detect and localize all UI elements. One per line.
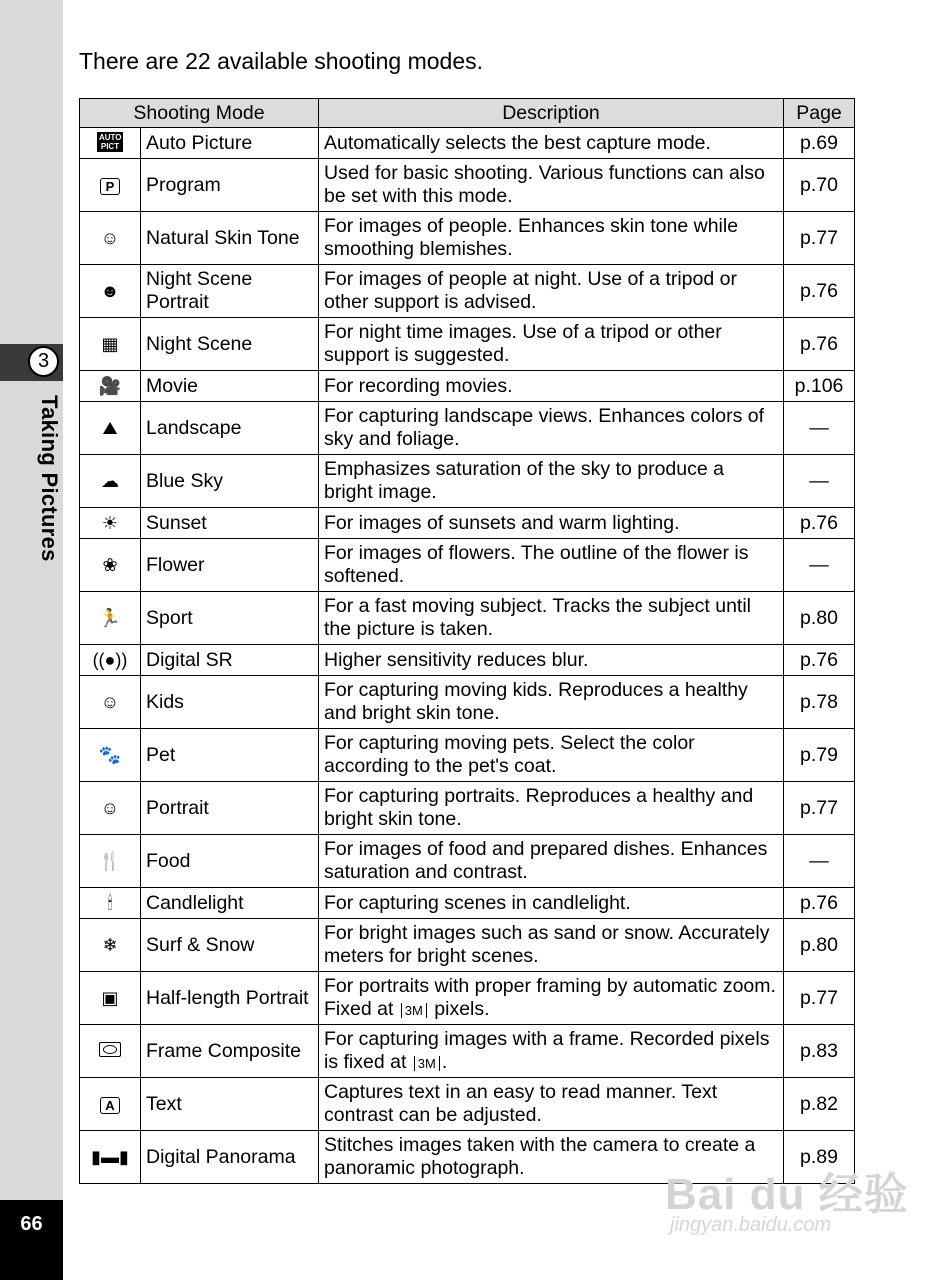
table-header-row [80,99,855,128]
pet-icon: 🐾 [98,744,122,765]
mode-description: Automatically selects the best capture mode. [319,128,784,159]
mode-page-ref: p.89 [784,1131,855,1184]
mode-icon-cell [80,159,141,212]
table-row [80,455,855,508]
mode-icon-cell [80,592,141,645]
mode-page-ref: p.106 [784,371,855,402]
mode-description: For images of flowers. The outline of the flower is softened. [319,539,784,592]
mode-page-ref: p.76 [784,318,855,371]
header-description: Description [319,99,784,128]
mode-icon-cell [80,128,141,159]
mode-description: Higher sensitivity reduces blur. [319,645,784,676]
mode-icon-cell [80,402,141,455]
mode-description: Stitches images taken with the camera to create a panoramic photograph. [319,1131,784,1184]
table-row [80,1078,855,1131]
mode-description: Captures text in an easy to read manner. Text contrast can be adjusted. [319,1078,784,1131]
table-row [80,539,855,592]
text-icon: A [100,1097,120,1114]
mode-description: Emphasizes saturation of the sky to produce a bright image. [319,455,784,508]
mode-page-ref: p.77 [784,972,855,1025]
mode-description: For images of sunsets and warm lighting. [319,508,784,539]
mode-page-ref: p.70 [784,159,855,212]
table-row [80,888,855,919]
description-text: For portraits with proper framing by automatic zoom. Fixed at [324,975,776,1020]
mode-description: For capturing portraits. Reproduces a healthy and bright skin tone. [319,782,784,835]
mode-name: Natural Skin Tone [141,212,319,265]
mode-description: For capturing landscape views. Enhances colors of sky and foliage. [319,402,784,455]
food-icon: 🍴 [98,850,122,871]
shooting-modes-table [79,98,855,1184]
mode-name: Landscape [141,402,319,455]
pixel-size-badge: 3M [401,1003,427,1018]
chapter-number: 3 [28,346,59,377]
chapter-title: Taking Pictures [37,395,62,562]
mode-icon-cell [80,729,141,782]
watermark-logo: Bai du 经验 [665,1170,909,1219]
mode-description: For night time images. Use of a tripod or other support is suggested. [319,318,784,371]
mode-name: Sport [141,592,319,645]
mode-page-ref: — [784,402,855,455]
mode-page-ref: p.79 [784,729,855,782]
mode-icon-cell [80,371,141,402]
mode-icon-cell [80,212,141,265]
mode-icon-cell [80,265,141,318]
mode-page-ref: — [784,455,855,508]
mode-page-ref: p.82 [784,1078,855,1131]
mode-name: Blue Sky [141,455,319,508]
candlelight-icon: 🕯 [107,892,113,913]
mode-name: Surf & Snow [141,919,319,972]
mode-description: For images of food and prepared dishes. Enhances saturation and contrast. [319,835,784,888]
natural-skin-tone-icon: ☺ [100,227,120,248]
table-row [80,645,855,676]
flower-icon: ❀ [102,554,118,575]
table-row [80,508,855,539]
header-page: Page [784,99,855,128]
mode-name: Pet [141,729,319,782]
mode-name: Digital SR [141,645,319,676]
mode-icon-cell [80,1025,141,1078]
mode-name: Digital Panorama [141,1131,319,1184]
mode-name: Auto Picture [141,128,319,159]
kids-icon: ☺ [100,691,120,712]
mode-page-ref: p.76 [784,645,855,676]
night-scene-icon: ▦ [101,333,119,354]
digital-sr-icon: ((●)) [92,649,128,670]
mode-page-ref: p.77 [784,212,855,265]
table-row [80,1131,855,1184]
watermark-url: jingyan.baidu.com [670,1214,832,1236]
mode-name: Candlelight [141,888,319,919]
sport-icon: 🏃 [98,607,122,628]
program-icon: P [100,178,120,195]
mode-icon-cell [80,919,141,972]
mode-description: For images of people. Enhances skin tone while smoothing blemishes. [319,212,784,265]
description-text: pixels. [428,998,490,1020]
mode-icon-cell [80,972,141,1025]
mode-icon-cell [80,888,141,919]
mode-name: Flower [141,539,319,592]
movie-icon: 🎥 [98,375,122,396]
mode-description: For recording movies. [319,371,784,402]
mode-name: Half-length Portrait [141,972,319,1025]
mode-page-ref: p.77 [784,782,855,835]
half-length-portrait-icon: ▣ [101,987,119,1008]
mode-description: For a fast moving subject. Tracks the subject until the picture is taken. [319,592,784,645]
mode-name: Night Scene Portrait [141,265,319,318]
mode-description: For bright images such as sand or snow. Accurately meters for bright scenes. [319,919,784,972]
auto-picture-icon: AUTO PICT [99,132,122,151]
mode-page-ref: p.80 [784,919,855,972]
table-row [80,371,855,402]
page-number-box [0,1200,63,1280]
mode-name: Movie [141,371,319,402]
mode-icon-cell [80,539,141,592]
sunset-icon: ☀ [101,512,119,533]
mode-page-ref: p.76 [784,508,855,539]
table-row [80,265,855,318]
mode-description [319,972,784,1025]
table-row [80,676,855,729]
table-row [80,835,855,888]
mode-icon-cell [80,782,141,835]
mode-description: For capturing moving kids. Reproduces a healthy and bright skin tone. [319,676,784,729]
mode-icon-cell [80,1131,141,1184]
mode-name: Food [141,835,319,888]
night-scene-portrait-icon: ☻ [100,280,120,301]
table-row [80,318,855,371]
table-row [80,919,855,972]
header-shooting-mode: Shooting Mode [80,99,319,128]
mode-name: Frame Composite [141,1025,319,1078]
mode-description: For capturing moving pets. Select the color according to the pet's coat. [319,729,784,782]
table-row [80,972,855,1025]
description-text: . [441,1051,448,1073]
blue-sky-icon: ☁ [101,470,119,491]
mode-page-ref: p.80 [784,592,855,645]
mode-page-ref: p.76 [784,265,855,318]
mode-icon-cell [80,835,141,888]
mode-description: Used for basic shooting. Various functions can also be set with this mode. [319,159,784,212]
table-row [80,592,855,645]
pixel-size-badge: 3M [414,1056,440,1071]
table-row [80,212,855,265]
mode-icon-cell [80,455,141,508]
table-row [80,729,855,782]
portrait-icon: ☺ [100,797,120,818]
mode-page-ref: p.78 [784,676,855,729]
table-row [80,128,855,159]
table-row [80,159,855,212]
mode-name: Kids [141,676,319,729]
mode-page-ref: p.83 [784,1025,855,1078]
mode-page-ref: — [784,539,855,592]
mode-page-ref: — [784,835,855,888]
mode-name: Program [141,159,319,212]
digital-panorama-icon: ▮▬▮ [91,1146,129,1167]
mode-icon-cell [80,508,141,539]
chapter-side-tab [0,0,63,1280]
table-row [80,402,855,455]
mode-name: Portrait [141,782,319,835]
mode-icon-cell [80,1078,141,1131]
mode-icon-cell [80,318,141,371]
table-row [80,782,855,835]
mode-page-ref: p.69 [784,128,855,159]
mode-icon-cell [80,645,141,676]
mode-description: For images of people at night. Use of a tripod or other support is advised. [319,265,784,318]
table-row [80,1025,855,1078]
landscape-icon: ⛰ [102,417,118,438]
mode-description [319,1025,784,1078]
mode-name: Sunset [141,508,319,539]
surf-snow-icon: ❄ [102,934,118,955]
description-text: For capturing images with a frame. Recorded pixels is fixed at [324,1028,770,1073]
mode-description: For capturing scenes in candlelight. [319,888,784,919]
intro-text: There are 22 available shooting modes. [79,48,484,74]
mode-name: Night Scene [141,318,319,371]
mode-name: Text [141,1078,319,1131]
page-number: 66 [20,1213,43,1235]
mode-page-ref: p.76 [784,888,855,919]
frame-composite-icon [99,1042,121,1057]
mode-icon-cell [80,676,141,729]
